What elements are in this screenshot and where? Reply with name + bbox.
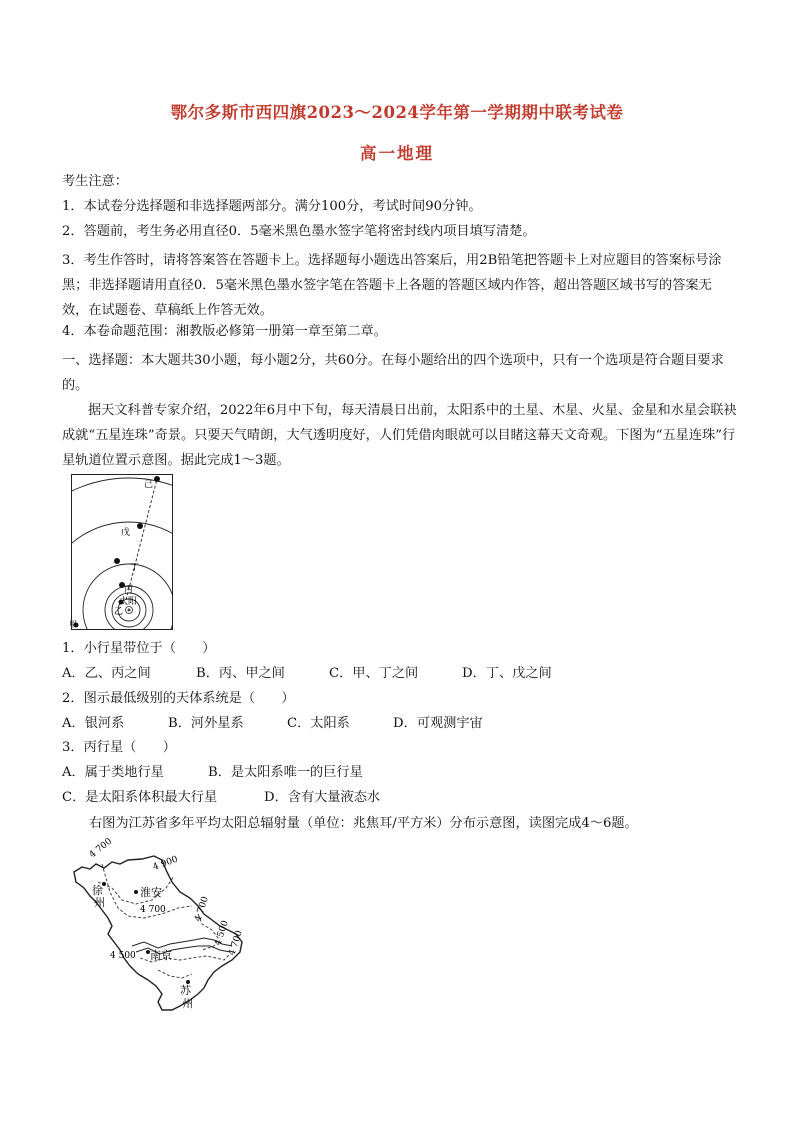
city-xuzhou-2: 州 [94, 896, 105, 909]
jiangsu-radiation-map [62, 836, 262, 1017]
city-dot-huaian [134, 890, 138, 894]
q3-options-row2 [62, 789, 380, 807]
value-4500-west: 4 500 [110, 951, 136, 961]
notice-item-1: 1．本试卷分选择题和非选择题两部分。满分100分，考试时间90分钟。 [62, 199, 482, 214]
city-suzhou-1: 苏 [180, 984, 191, 997]
q2-stem: 2．图示最低级别的天体系统是（ ） [62, 691, 295, 706]
q1-option-b: B．丙、甲之间 [196, 666, 285, 681]
q1-option-c: C．甲、丁之间 [329, 666, 419, 681]
city-huaian: 淮安 [140, 886, 162, 899]
label-sun: 太阳 [119, 597, 138, 607]
notice-item-4: 4．本卷命题范围：湘教版必修第一册第一章至第二章。 [62, 324, 387, 339]
value-4700-southeast: 4 700 [227, 929, 245, 957]
q1-option-a: A．乙、丙之间 [62, 666, 151, 681]
label-wu: 戊 [121, 528, 131, 538]
city-suzhou-2: 州 [182, 997, 193, 1010]
q3-stem: 3．丙行星（ ） [62, 740, 176, 755]
q2-option-a: A．银河系 [62, 716, 125, 731]
alignment-line [126, 479, 157, 600]
q2-options [62, 715, 483, 733]
label-bing: 丙 [124, 585, 134, 595]
label-ji: 己 [144, 480, 154, 490]
label-ding: 丁 [130, 563, 140, 573]
q2-option-b: B．河外星系 [168, 716, 244, 731]
isoline-4700-south [158, 970, 192, 978]
passage-1: 据天文科普专家介绍，2022年6月中下旬，每天清晨日出前，太阳系中的土星、木星、火星、金星和水星会联袂成就“五星连珠”奇景。只要天气晴朗，大气透明度好，人们凭借肉眼就可以目睹这幕天文奇观。下图为“五星连珠”行星轨道位置示意图。据此完成1～3题。 [62, 403, 737, 468]
city-nanjing: 南京 [150, 949, 172, 962]
label-yi: 乙 [114, 607, 124, 617]
value-4700-center: 4 700 [140, 905, 166, 915]
q3-option-c: C．是太阳系体积最大行星 [62, 790, 218, 805]
q1-option-d: D．丁、戊之间 [462, 666, 552, 681]
q3-options-row1 [62, 764, 363, 782]
section-heading: 一、选择题：本大题共30小题，每小题2分，共60分。在每小题给出的四个选项中，只有一个选项是符合题目要求的。 [62, 353, 724, 393]
q3-option-b: B．是太阳系唯一的巨行星 [208, 765, 363, 780]
exam-title: 鄂尔多斯市西四旗2023～2024学年第一学期期中联考试卷 [170, 103, 624, 122]
value-4500-east: 4 500 [213, 919, 231, 947]
label-jia: 甲 [69, 620, 77, 629]
q2-option-d: D．可观测宇宙 [393, 716, 483, 731]
q3-option-d: D．含有大量液态水 [264, 790, 381, 805]
planet-wu [137, 523, 143, 529]
notice-item-3: 3．考生作答时，请将答案答在答题卡上。选择题每小题选出答案后，用2B铅笔把答题卡上对应题目的答案标号涂黑；非选择题请用直径0．5毫米黑色墨水签字笔在答题卡上各题的答题区域内作答，超出答题区域书写的答案无效，在试题卷、草稿纸上作答无效。 [62, 253, 722, 318]
passage-2: 右图为江苏省多年平均太阳总辐射量（单位：兆焦耳/平方米）分布示意图，读图完成4～6题。 [89, 816, 638, 831]
planet-ji [154, 476, 160, 482]
value-4700-nw: 4 700 [87, 836, 115, 861]
notice-heading: 考生注意： [62, 174, 128, 189]
value-4900: 4 900 [151, 854, 180, 873]
q3-option-a: A．属于类地行星 [62, 765, 164, 780]
notice-item-2: 2．答题前，考生务必用直径0．5毫米黑色墨水签字笔将密封线内项目填写清楚。 [62, 224, 536, 239]
q1-options [62, 665, 552, 683]
exam-subject: 高一地理 [360, 144, 434, 163]
city-xuzhou-1: 徐 [92, 884, 103, 897]
planet-ding [114, 558, 120, 564]
value-4700-east: 4 700 [193, 895, 211, 923]
planet-orbit-figure [71, 474, 173, 630]
q2-option-c: C．太阳系 [287, 716, 350, 731]
q1-stem: 1．小行星带位于（ ） [62, 641, 216, 656]
